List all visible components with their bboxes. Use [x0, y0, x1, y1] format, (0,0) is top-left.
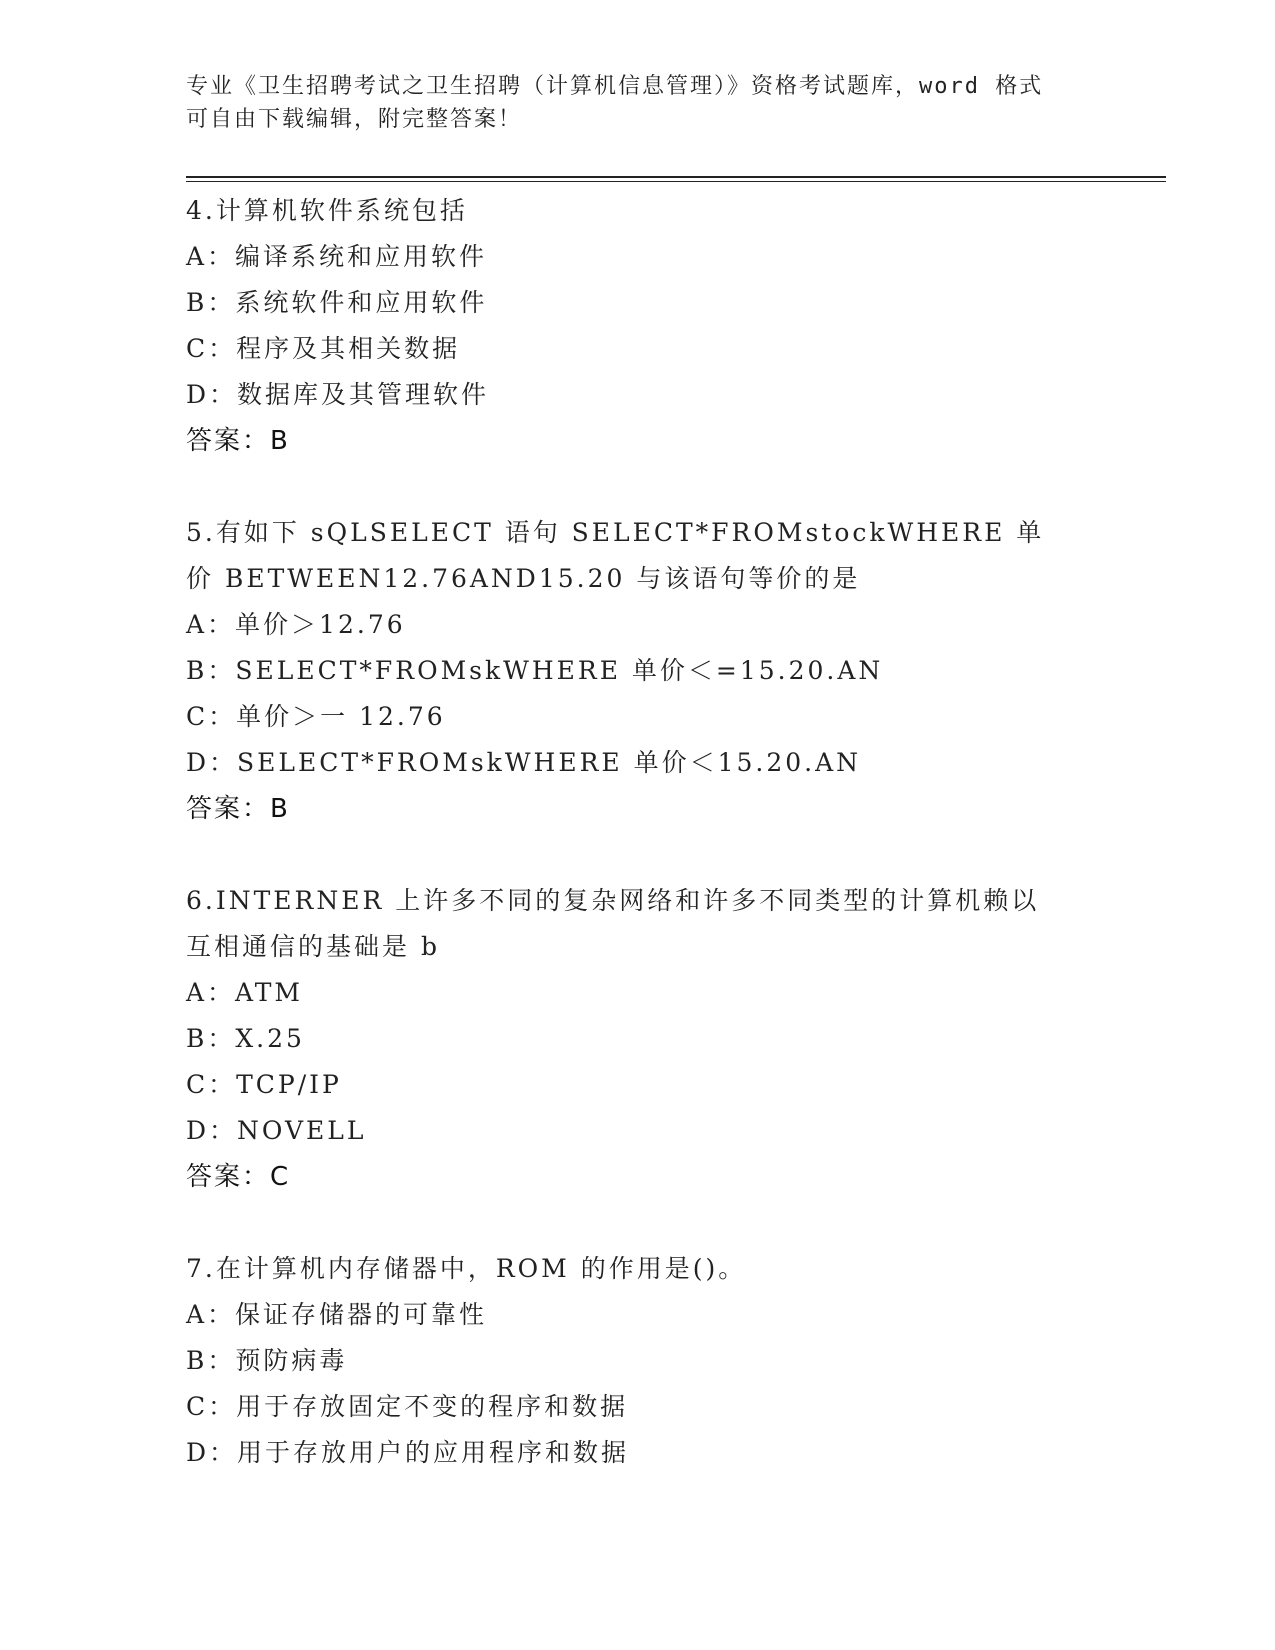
- option-c: C：程序及其相关数据: [186, 334, 461, 363]
- header-line-2: 可自由下载编辑，附完整答案！: [186, 107, 523, 132]
- option-a: A：单价＞12.76: [186, 610, 406, 639]
- question-stem: 7.在计算机内存储器中，ROM 的作用是()。: [186, 1254, 747, 1283]
- question-stem: 5.有如下 sQLSELECT 语句 SELECT*FROMstockWHERE 单价 BETWEEN12.76AND15.20 与该语句等价的是: [186, 518, 1045, 593]
- question-4: [186, 188, 1166, 464]
- question-5: [186, 510, 1166, 832]
- answer-line: 答案：C: [186, 1162, 291, 1192]
- option-d: D：用于存放用户的应用程序和数据: [186, 1438, 630, 1467]
- option-c: C：单价＞一 12.76: [186, 702, 446, 731]
- question-stem: 4.计算机软件系统包括: [186, 196, 468, 225]
- answer-line: 答案：B: [186, 794, 290, 824]
- header-divider-thick: [186, 176, 1166, 178]
- question-7: [186, 1246, 1166, 1476]
- option-a: A：保证存储器的可靠性: [186, 1300, 488, 1329]
- header-line-1: 专业《卫生招聘考试之卫生招聘（计算机信息管理）》资格考试题库，word 格式: [186, 74, 1044, 99]
- question-6: [186, 878, 1166, 1200]
- option-d: D：数据库及其管理软件: [186, 380, 490, 409]
- option-b: B：预防病毒: [186, 1346, 348, 1375]
- document-header: [186, 70, 1066, 136]
- option-b: B：SELECT*FROMskWHERE 单价＜=15.20.AN: [186, 656, 884, 685]
- option-d: D：NOVELL: [186, 1116, 367, 1145]
- option-d: D：SELECT*FROMskWHERE 单价＜15.20.AN: [186, 748, 862, 777]
- option-a: A：编译系统和应用软件: [186, 242, 488, 271]
- option-a: A：ATM: [186, 978, 304, 1007]
- option-b: B：系统软件和应用软件: [186, 288, 488, 317]
- option-c: C：用于存放固定不变的程序和数据: [186, 1392, 629, 1421]
- question-stem: 6.INTERNER 上许多不同的复杂网络和许多不同类型的计算机赖以互相通信的基础是 b: [186, 886, 1040, 961]
- option-c: C：TCP/IP: [186, 1070, 342, 1099]
- question-list: [186, 188, 1166, 1522]
- option-b: B：X.25: [186, 1024, 305, 1053]
- header-divider-thin: [186, 181, 1166, 182]
- answer-line: 答案：B: [186, 426, 290, 456]
